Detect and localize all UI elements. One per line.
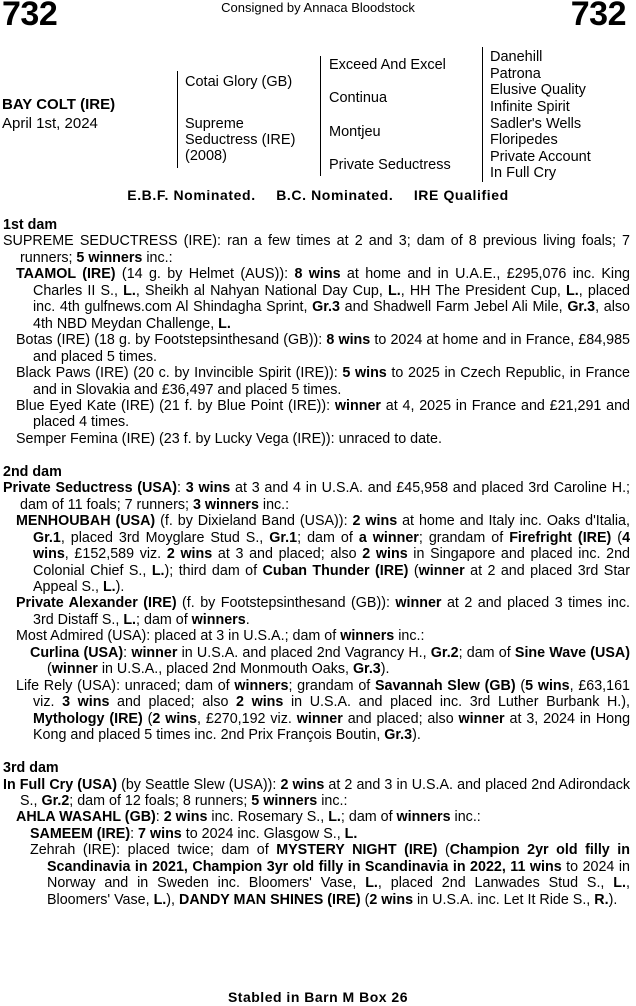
text-run: in U.S.A. inc. Let It Ride S.,	[413, 891, 595, 908]
text-run: :	[155, 809, 164, 826]
text-run: at 3 and 4 in U.S.A. and £45,958 and placed 3rd Caroline H.; dam of 11 foals; 7 runners;	[20, 480, 631, 513]
bold-run: L.	[344, 825, 358, 842]
pedigree-divider-1	[177, 71, 178, 168]
text-run: Life Rely (USA): unraced; dam of	[16, 677, 235, 694]
bold-run: L.	[328, 809, 341, 826]
produce-entry	[3, 842, 630, 908]
text-run: , Bloomers' Vase,	[47, 875, 630, 908]
bold-run: L.	[365, 875, 378, 892]
bold-run: L.	[123, 611, 137, 628]
text-run: and Shadwell Farm Jebel Ali Mile,	[339, 299, 568, 316]
produce-entry	[3, 513, 630, 595]
consignor: Consigned by Annaca Bloodstock	[221, 0, 415, 15]
bold-run: 2 wins	[280, 776, 325, 793]
bold-run: winner	[395, 595, 442, 612]
text-run: inc. Rosemary S.,	[207, 809, 329, 826]
dam-heading: 1st dam	[3, 217, 58, 233]
text-run: SUPREME SEDUCTRESS (IRE): ran a few times at 2 and 3; dam of 8 previous living foals; 7 runners;	[3, 233, 630, 266]
pedigree-dam-dam: Private Seductress	[329, 157, 451, 173]
text-run: ; grandam of	[418, 529, 510, 546]
pedigree-divider-2	[320, 56, 321, 176]
bold-run: winner	[51, 661, 98, 678]
bold-run: 2 wins	[369, 891, 414, 908]
text-run: to 2025 in Czech Republic, in France and in Slovakia and £36,497 and placed 5 times.	[33, 365, 630, 398]
text-run: to 2024 inc. Glasgow S.,	[181, 825, 345, 842]
text-run: at 4, 2025 in France and £21,291 and placed 4 times.	[33, 397, 630, 431]
bold-run: TAAMOL (IRE)	[16, 266, 116, 283]
bold-run: winners	[234, 677, 289, 694]
text-run: Blue Eyed Kate (IRE) (21 f. by Blue Point (IRE)):	[16, 397, 335, 414]
bold-run: winners	[340, 628, 395, 645]
text-run: :	[177, 480, 186, 497]
section-gap	[3, 447, 630, 464]
text-run: at home and in U.A.E., £295,076 inc. King Charles II S.,	[33, 266, 630, 299]
text-run: , also 4th NBD Meydan Challenge,	[33, 299, 631, 332]
bold-run: SAMEEM (IRE)	[30, 825, 131, 842]
text-run: , £63,161 viz.	[33, 677, 631, 711]
bold-run: 5 winners	[251, 792, 318, 809]
pedigree-gg-5: Sadler's Wells	[490, 116, 582, 132]
pedigree-dam: Supreme Seductress (IRE) (2008)	[185, 116, 296, 164]
text-run: (14 g. by Helmet (AUS)):	[115, 266, 295, 283]
bold-run: 7 wins	[138, 825, 182, 842]
text-run: Botas (IRE) (18 g. by Footstepsinthesand (GB)):	[16, 332, 327, 349]
text-run: , £152,589 viz.	[64, 546, 167, 563]
bold-run: winner	[296, 710, 343, 727]
bold-run: Gr.3	[312, 299, 340, 316]
pedigree-sire-sire: Exceed And Excel	[329, 57, 446, 73]
pedigree-gg-8: In Full Cry	[490, 165, 557, 181]
text-run: ).	[115, 579, 125, 596]
pedigree-dam-sire: Montjeu	[329, 124, 381, 140]
text-run: (	[515, 677, 526, 694]
text-run: at home and Italy inc. Oaks d'Italia,	[397, 513, 630, 530]
text-run: Black Paws (IRE) (20 c. by Invincible Spirit (IRE)):	[16, 365, 343, 382]
produce-entry	[3, 480, 630, 513]
bold-run: Firefright (IRE)	[509, 529, 612, 546]
bold-run: 5 winners	[76, 249, 143, 266]
bold-run: L.	[123, 282, 136, 299]
text-run: , Sheikh al Nahyan National Day Cup,	[135, 282, 389, 299]
text-run: at 3 and placed; also	[212, 546, 363, 563]
bold-run: winners	[396, 809, 451, 826]
text-run: in U.S.A. and placed 2nd Vagrancy H.,	[177, 644, 431, 661]
bold-run: winners	[191, 611, 246, 628]
text-run: ).	[380, 661, 390, 678]
produce-entry	[3, 826, 630, 842]
text-run: inc.:	[317, 792, 348, 809]
text-run: , placed 3rd Moyglare Stud S.,	[60, 529, 270, 546]
produce-entry	[3, 809, 630, 825]
bold-run: In Full Cry (USA)	[3, 776, 117, 793]
text-run: (f. by Dixieland Band (USA)):	[155, 513, 353, 530]
bold-run: 2 wins	[352, 513, 398, 530]
pedigree-gg-1: Danehill	[490, 49, 543, 65]
bold-run: Champion 2yr old filly in Scandinavia in 2021, Champion 3yr old filly in Scandinavia in 2022, 11 wins	[47, 842, 630, 875]
text-run: Most Admired (USA): placed at 3 in U.S.A.; dam of	[16, 628, 341, 645]
text-run: inc.:	[142, 249, 173, 266]
produce-entry	[3, 332, 630, 365]
bold-run: 2 wins	[236, 694, 284, 711]
text-run: to 2024 in Norway and in Sweden inc. Bloomers' Vase,	[47, 858, 630, 892]
text-run: .	[245, 611, 250, 628]
text-run: Zehrah (IRE): placed twice; dam of	[30, 842, 277, 859]
text-run: (	[437, 842, 450, 859]
text-run: (	[360, 891, 370, 908]
text-run: , HH The President Cup,	[400, 282, 567, 299]
bold-run: AHLA WASAHL (GB)	[16, 809, 156, 826]
bold-run: 2 wins	[362, 546, 408, 563]
bold-run: 3 wins	[185, 480, 231, 497]
produce-entry	[3, 777, 630, 810]
bold-run: 3 winners	[192, 496, 259, 513]
bold-run: Sine Wave (USA)	[514, 644, 630, 661]
bold-run: Gr.1	[269, 529, 298, 546]
bold-run: 4 wins	[33, 529, 631, 563]
text-run: , placed 2nd Lanwades Stud S.,	[377, 875, 614, 892]
bold-run: Cuban Thunder (IRE)	[262, 562, 409, 579]
text-run: , £270,192 viz.	[197, 710, 297, 727]
text-run: ); third dam of	[164, 562, 263, 579]
bold-run: Savannah Slew (GB)	[375, 677, 516, 694]
text-run: and placed; also	[342, 710, 459, 727]
text-run: ; grandam of	[288, 677, 376, 694]
pedigree-gg-3: Elusive Quality	[490, 82, 586, 98]
bold-run: L.	[102, 579, 116, 596]
bold-run: L.	[566, 282, 579, 299]
bold-run: Curlina (USA)	[30, 644, 124, 661]
bold-run: winner	[458, 710, 505, 727]
text-run: (	[142, 710, 153, 727]
bold-run: Gr.3	[567, 299, 596, 316]
text-run: at 2 and 3 in U.S.A. and placed 2nd Adirondack S.,	[20, 776, 630, 809]
bold-run: 5 wins	[342, 365, 387, 382]
dam-heading: 3rd dam	[3, 760, 59, 777]
bold-run: Gr.2	[430, 644, 459, 661]
foaling-date: April 1st, 2024	[2, 115, 98, 132]
text-run: ; dam of	[340, 809, 397, 826]
bc-nomination: B.C. Nominated.	[276, 187, 394, 203]
text-run: and placed; also	[109, 694, 237, 711]
bold-run: L.	[151, 562, 165, 579]
text-run: ).	[608, 891, 618, 908]
bold-run: Private Alexander (IRE)	[16, 595, 177, 612]
lot-number-right: 732	[570, 0, 626, 33]
text-run: at 3, 2024 in Hong Kong and placed 5 times inc. 2nd Prix François Boutin,	[33, 710, 631, 744]
bold-run: Mythology (IRE)	[33, 710, 143, 727]
bold-run: 2 wins	[152, 710, 198, 727]
bold-run: 3 wins	[62, 694, 110, 711]
bold-run: 8 wins	[294, 266, 341, 283]
text-run: inc.:	[394, 628, 425, 645]
bold-run: Gr.1	[33, 529, 61, 546]
text-run: inc.:	[258, 496, 290, 513]
text-run: in Singapore and placed inc. 2nd Colonial Chief S.,	[33, 546, 631, 579]
text-run: ).	[412, 727, 421, 744]
produce-entry	[3, 398, 630, 431]
bold-run: Gr.3	[352, 661, 381, 678]
produce-entry	[3, 266, 630, 332]
text-run: at 2 and placed 3rd Star Appeal S.,	[33, 562, 631, 596]
bold-run: Private Seductress (USA)	[3, 480, 178, 497]
catalogue-body	[3, 217, 630, 908]
pedigree-sire: Cotai Glory (GB)	[185, 74, 293, 90]
pedigree-sire-dam: Continua	[329, 90, 388, 106]
bold-run: winner	[418, 562, 465, 579]
text-run: to 2024 at home and in France, £84,985 and placed 5 times.	[33, 332, 631, 365]
text-run: (	[408, 562, 419, 579]
text-run: , placed inc. 4th gulfnews.com Al Shindagha Sprint,	[33, 282, 631, 316]
produce-entry	[3, 595, 630, 628]
produce-entry	[3, 431, 630, 447]
bold-run: L.	[613, 875, 627, 892]
bold-run: a winner	[358, 529, 419, 546]
text-run: inc.:	[450, 809, 481, 826]
ire-qualified: IRE Qualified	[413, 187, 509, 203]
bold-run: 5 wins	[525, 677, 570, 694]
pedigree-divider-3	[482, 47, 483, 182]
bold-run: winner	[131, 644, 178, 661]
produce-entry	[3, 233, 630, 266]
text-run: ),	[166, 891, 179, 908]
text-run: ; dam of	[297, 529, 359, 546]
section-gap	[3, 744, 630, 761]
bold-run: 2 wins	[163, 809, 208, 826]
produce-entry	[3, 678, 630, 744]
bold-run: 8 wins	[326, 332, 371, 349]
pedigree-gg-7: Private Account	[490, 149, 591, 165]
bold-run: MENHOUBAH (USA)	[16, 513, 156, 530]
text-run: (by Seattle Slew (USA)):	[116, 776, 281, 793]
text-run: :	[130, 825, 139, 842]
produce-entry	[3, 365, 630, 398]
text-run: (	[47, 661, 52, 678]
pedigree-gg-4: Infinite Spirit	[490, 99, 570, 115]
bold-run: L.	[218, 315, 231, 332]
text-run: :	[123, 644, 132, 661]
bold-run: L.	[153, 891, 167, 908]
lot-number-left: 732	[2, 0, 58, 33]
bold-run: MYSTERY NIGHT (IRE)	[276, 842, 438, 859]
text-run: Semper Femina (IRE) (23 f. by Lucky Vega (IRE)): unraced to date.	[16, 430, 442, 447]
ebf-nomination: E.B.F. Nominated.	[127, 187, 256, 203]
nominations	[0, 186, 636, 204]
text-run: in U.S.A. and placed inc. 3rd Luther Burbank H.),	[283, 694, 631, 711]
bold-run: Gr.2	[41, 792, 70, 809]
bold-run: winner	[334, 397, 381, 414]
bold-run: Gr.3	[384, 727, 413, 744]
text-run: in U.S.A., placed 2nd Monmouth Oaks,	[97, 661, 353, 678]
text-run: ; dam of	[458, 644, 515, 661]
bold-run: DANDY MAN SHINES (IRE)	[179, 891, 361, 908]
text-run: ; dam of	[136, 611, 192, 628]
text-run: (f. by Footstepsinthesand (GB)):	[176, 595, 396, 612]
bold-run: L.	[388, 282, 401, 299]
text-run: ; dam of 12 foals; 8 runners;	[69, 792, 252, 809]
bold-run: R.	[594, 891, 609, 908]
produce-entry	[3, 645, 630, 678]
text-run: (	[611, 529, 623, 546]
text-run: at 2 and placed 3 times inc. 3rd Distaff S.,	[33, 595, 630, 628]
produce-entry	[3, 628, 630, 644]
stabling-info: Stabled in Barn M Box 26	[227, 989, 409, 1005]
bold-run: 2 wins	[166, 546, 213, 563]
pedigree-gg-6: Floripedes	[490, 132, 558, 148]
pedigree-gg-2: Patrona	[490, 66, 541, 82]
horse-title: BAY COLT (IRE)	[2, 96, 116, 113]
dam-heading: 2nd dam	[3, 463, 62, 480]
